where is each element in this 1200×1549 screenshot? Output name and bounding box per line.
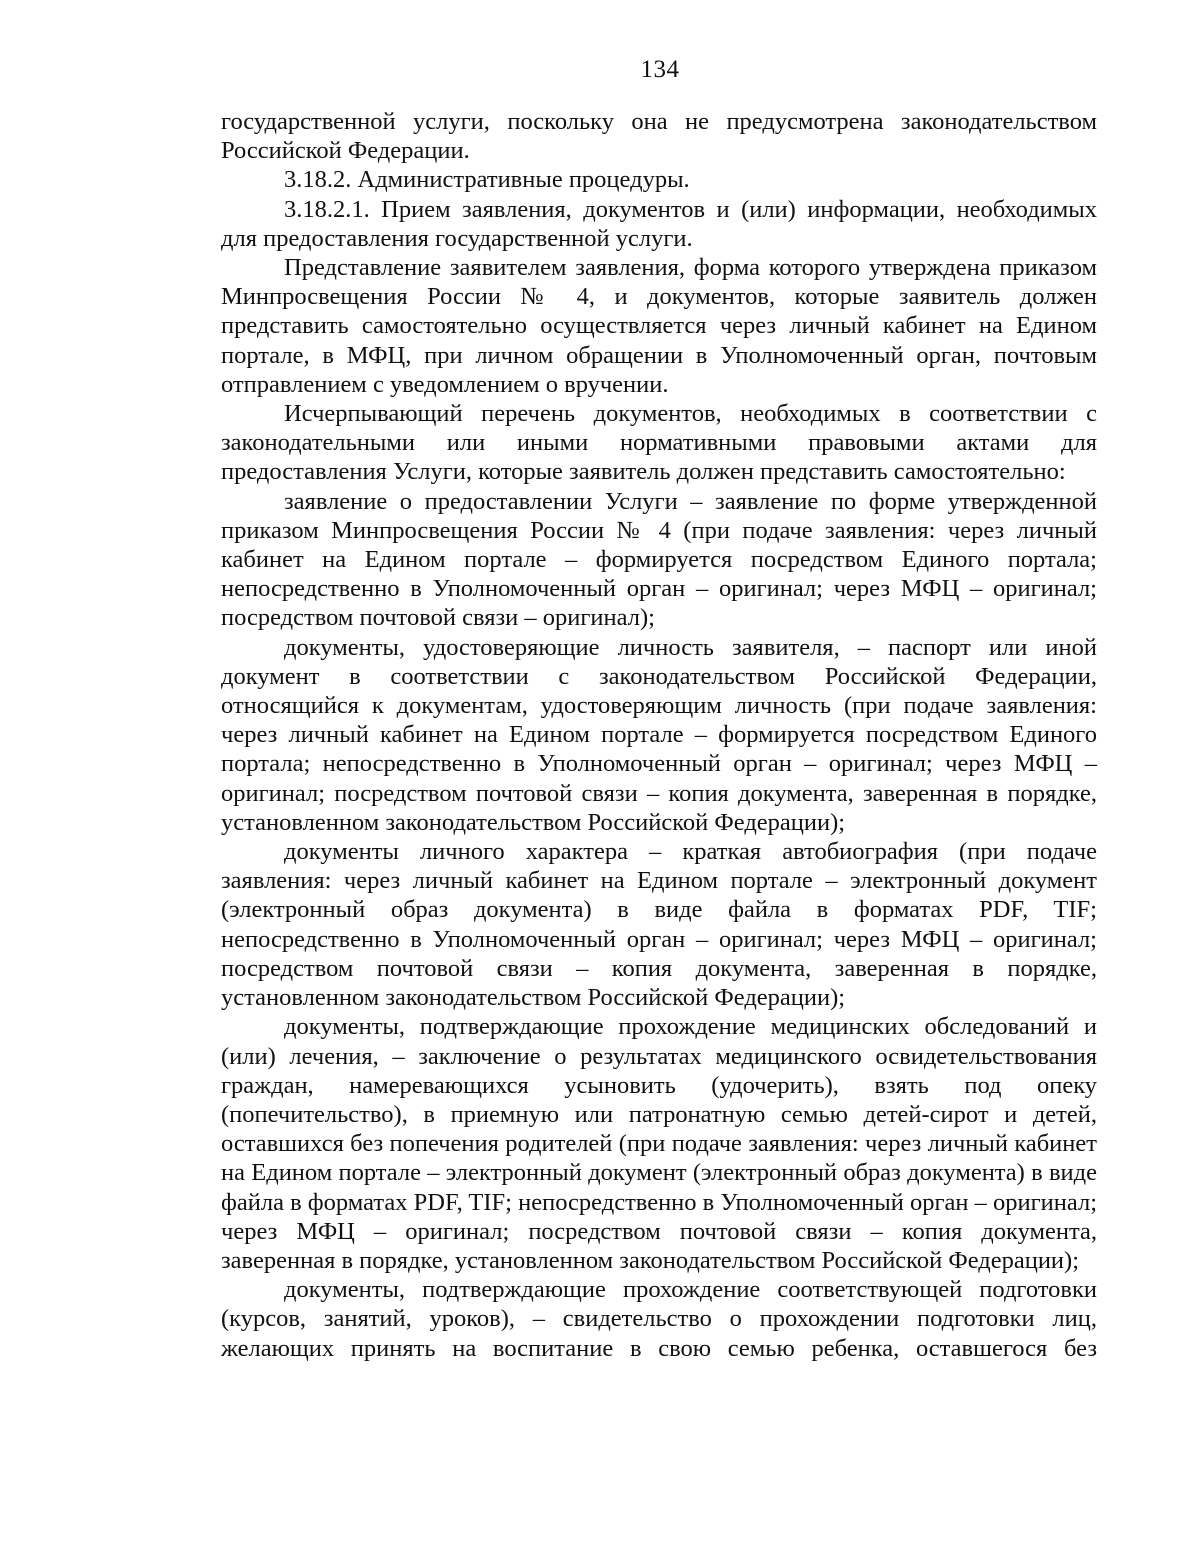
paragraph: документы, удостоверяющие личность заявителя, – паспорт или иной документ в соответствии с законодательством Российской Федерации, относящийся к документам, удостоверяющим личность (при подаче заявления: через личный кабинет на Едином портале – формируется посредством Единого портала; непосредственно в Уполномоченный орган – оригинал; через МФЦ – оригинал; посредством почтовой связи – копия документа, заверенная в порядке, установленном законодательством Российской Федерации);	[221, 633, 1097, 836]
page-number: 134	[640, 56, 680, 83]
paragraph: государственной услуги, поскольку она не предусмотрена законодательством Российской Федерации.	[221, 108, 1097, 165]
document-body	[221, 107, 1097, 1363]
paragraph: заявление о предоставлении Услуги – заявление по форме утвержденной приказом Минпросвещения России № 4 (при подаче заявления: через личный кабинет на Едином портале – формируется посредством Единого портала; непосредственно в Уполномоченный орган – оригинал; через МФЦ – оригинал; посредством почтовой связи – оригинал);	[221, 487, 1097, 632]
paragraph: Исчерпывающий перечень документов, необходимых в соответствии с законодательными или иными нормативными правовыми актами для предоставления Услуги, которые заявитель должен представить самостоятельно:	[221, 400, 1097, 486]
paragraph: документы, подтверждающие прохождение медицинских обследований и (или) лечения, – заключение о результатах медицинского освидетельствования граждан, намеревающихся усыновить (удочерить), взять под опеку (попечительство), в приемную или патронатную семью детей-сирот и детей, оставшихся без попечения родителей (при подаче заявления: через личный кабинет на Едином портале – электронный документ (электронный образ документа) в виде файла в форматах PDF, TIF; непосредственно в Уполномоченный орган – оригинал; через МФЦ – оригинал; посредством почтовой связи – копия документа, заверенная в порядке, установленном законодательством Российской Федерации);	[221, 1013, 1097, 1274]
paragraph: 3.18.2. Административные процедуры.	[284, 166, 690, 194]
paragraph: документы личного характера – краткая автобиография (при подаче заявления: через личный кабинет на Едином портале – электронный документ (электронный образ документа) в виде файла в форматах PDF, TIF; непосредственно в Уполномоченный орган – оригинал; через МФЦ – оригинал; посредством почтовой связи – копия документа, заверенная в порядке, установленном законодательством Российской Федерации);	[221, 838, 1097, 1012]
paragraph: Представление заявителем заявления, форма которого утверждена приказом Минпросвещения России № 4, и документов, которые заявитель должен представить самостоятельно осуществляется через личный кабинет на Едином портале, в МФЦ, при личном обращении в Уполномоченный орган, почтовым отправлением с уведомлением о вручении.	[221, 254, 1097, 398]
paragraph: 3.18.2.1. Прием заявления, документов и (или) информации, необходимых для предоставления государственной услуги.	[221, 195, 1097, 252]
paragraph: документы, подтверждающие прохождение соответствующей подготовки (курсов, занятий, уроков), – свидетельство о прохождении подготовки лиц, желающих принять на воспитание в свою семью ребенка, оставшегося без	[221, 1276, 1097, 1362]
